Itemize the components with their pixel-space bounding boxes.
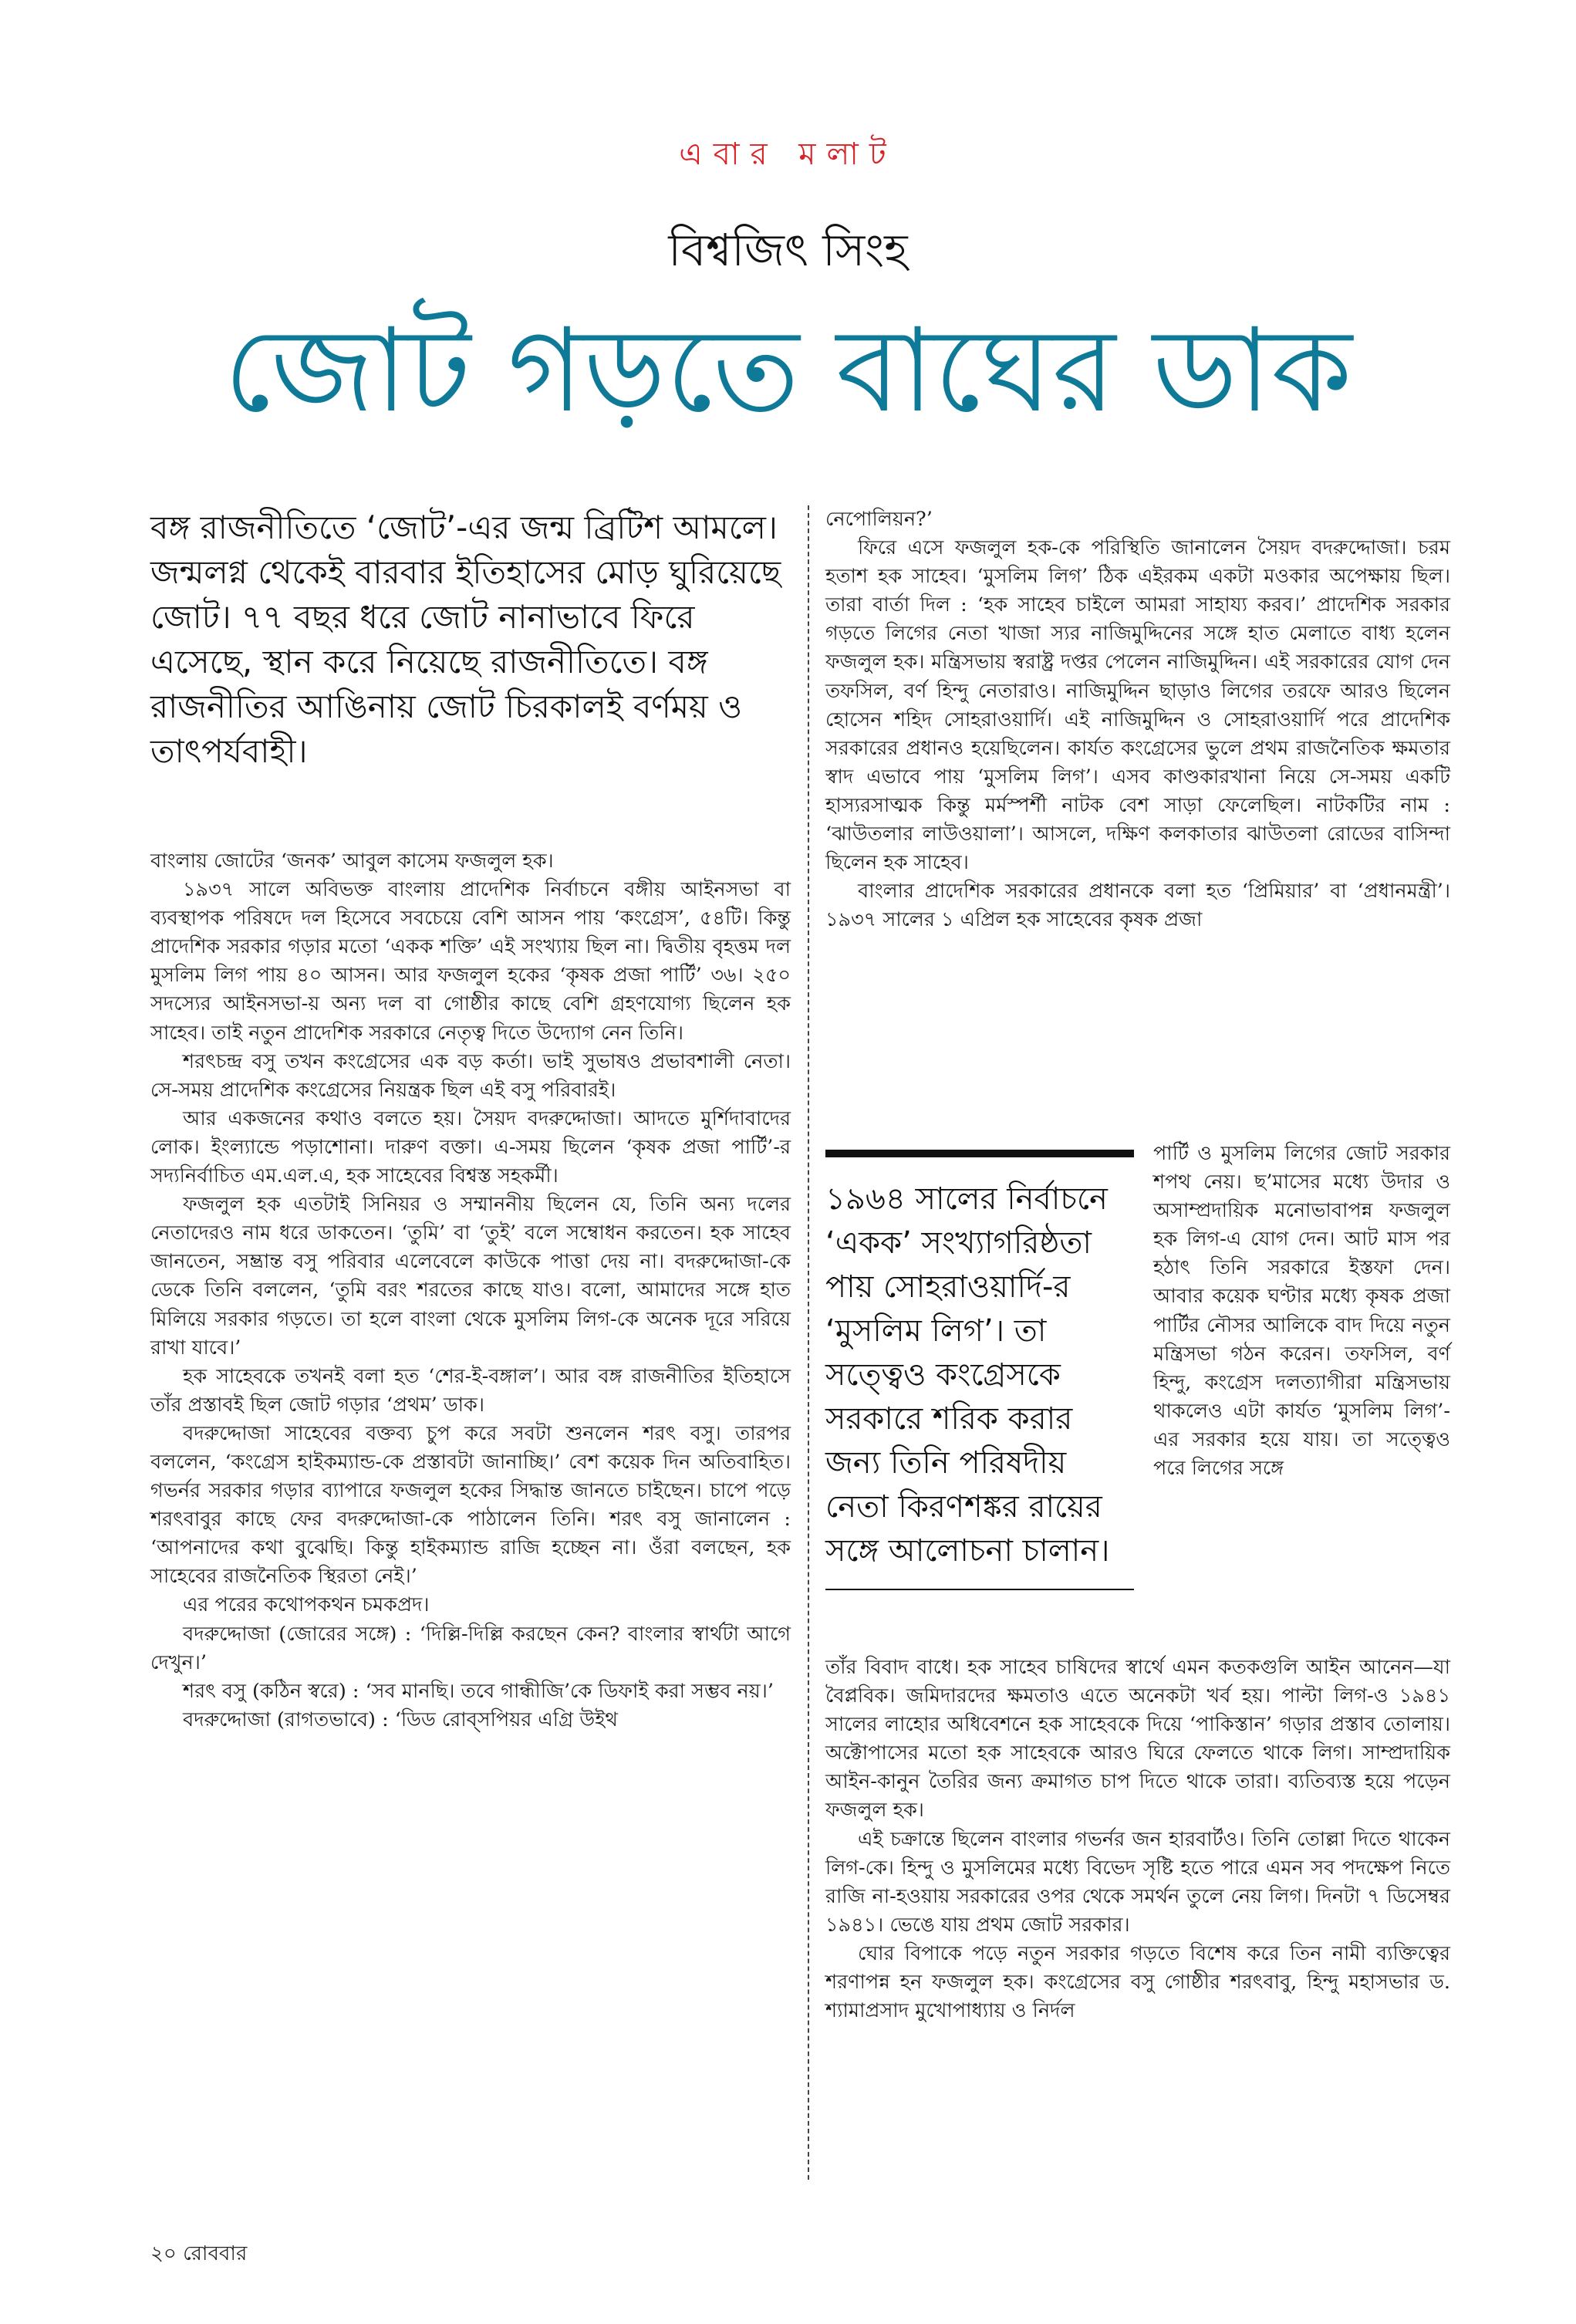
paragraph: তাঁর বিবাদ বাধে। হক সাহেব চাষিদের স্বার্থে এমন কতকগুলি আইন আনেন—যা বৈপ্লবিক। জমিদারদের ক্ষমতাও এতে অনেকটা খর্ব হয়। পাল্টা লিগ-ও ১৯৪১ সালের লাহোর অধিবেশনে হক সাহেবকে দিয়ে ‘পাকিস্তান’ গড়ার প্রস্তাব তোলায়। অক্টোপাসের মতো হক সাহেবকে আরও ঘিরে ফেলতে থাকে লিগ। সাম্প্রদায়িক আইন-কানুন তৈরির জন্য ক্রমাগত চাপ দিতে থাকে তারা। ব্যতিব্যস্ত হয়ে পড়েন ফজলুল হক। [825,1656,1450,1822]
right-column-top [825,505,1450,934]
page-folio: ২০ রোববার [150,2242,248,2265]
paragraph: পার্টি ও মুসলিম লিগের জোট সরকার শপথ নেয়। ছ’মাসের মধ্যে উদার ও অসাম্প্রদায়িক মনোভাবাপন্ন ফজলুল হক লিগ-এ যোগ দেন। আট মাস পর হঠাৎ তিনি সরকারে ইস্তফা দেন। আবার কয়েক ঘণ্টার মধ্যে কৃষক প্রজা পার্টির নৌসর আলিকে বাদ দিয়ে নতুন মন্ত্রিসভা গঠন করেন। তফসিল, বর্ণ হিন্দু, কংগ্রেস দলত্যাগীরা মন্ত্রিসভায় থাকলেও এটা কার্যত ‘মুসলিম লিগ’-এর সরকার হয়ে যায়। তা সত্ত্বেও পরে লিগের সঙ্গে [1153,1142,1450,1481]
paragraph: নেপোলিয়ন?’ [825,508,933,531]
paragraph: বদরুদ্দোজা (জোরের সঙ্গে) : ‘দিল্লি-দিল্লি করছেন কেন? বাংলার স্বার্থটা আগে দেখুন।’ [150,1622,791,1674]
section-kicker: এবার মলাট [679,137,897,172]
paragraph: শরৎচন্দ্র বসু তখন কংগ্রেসের এক বড় কর্তা। ভাই সুভাষও প্রভাবশালী নেতা। সে-সময় প্রাদেশিক কংগ্রেসের নিয়ন্ত্রক ছিল এই বসু পরিবারই। [150,1049,791,1102]
pull-quote: ১৯৬৪ সালের নির্বাচনে ‘একক’ সংখ্যাগরিষ্ঠতা পায় সোহরাওয়ার্দি-র ‘মুসলিম লিগ’। তা সত্ত্বেও কংগ্রেসকে সরকারে শরিক করার জন্য তিনি পরিষদীয় নেতা কিরণশঙ্কর রায়ের সঙ্গে আলোচনা চালান। [825,1150,1134,1590]
paragraph: শরৎ বসু (কঠিন স্বরে) : ‘সব মানছি। তবে গান্ধীজি’কে ডিফাই করা সম্ভব নয়।’ [183,1679,774,1703]
paragraph: আর একজনের কথাও বলতে হয়। সৈয়দ বদরুদ্দোজা। আদতে মুর্শিদাবাদের লোক। ইংল্যান্ডে পড়াশোনা। দারুণ বক্তা। এ-সময় ছিলেন ‘কৃষক প্রজা পার্টি’-র সদ্যনির্বাচিত এম.এল.এ, হক সাহেবের বিশ্বস্ত সহকর্মী। [150,1106,791,1188]
paragraph: ফিরে এসে ফজলুল হক-কে পরিস্থিতি জানালেন সৈয়দ বদরুদ্দোজা। চরম হতাশ হক সাহেব। ‘মুসলিম লিগ’ ঠিক এইরকম একটা মওকার অপেক্ষায় ছিল। তারা বার্তা দিল : ‘হক সাহেব চাইলে আমরা সাহায্য করব।’ প্রাদেশিক সরকার গড়তে লিগের নেতা খাজা স্যর নাজিমুদ্দিনের সঙ্গে হাত মেলাতে বাধ্য হলেন ফজলুল হক। মন্ত্রিসভায় স্বরাষ্ট্র দপ্তর পেলেন নাজিমুদ্দিন। এই সরকারের যোগ দেন তফসিল, বর্ণ হিন্দু নেতারাও। নাজিমুদ্দিন ছাড়াও লিগের তরফে আরও ছিলেন হোসেন শহিদ সোহরাওয়ার্দি। এই নাজিমুদ্দিন ও সোহরাওয়ার্দি পরে প্রাদেশিক সরকারের প্রধানও হয়েছিলেন। কার্যত কংগ্রেসের ভুলে প্রথম রাজনৈতিক ক্ষমতার স্বাদ এভাবে পায় ‘মুসলিম লিগ’। এসব কাণ্ডকারখানা নিয়ে সে-সময় একটি হাস্যরসাত্মক কিন্তু মর্মস্পর্শী নাটক বেশ সাড়া ফেলেছিল। নাটকটির নাম : ‘ঝাউতলার লাউওয়ালা’। আসলে, দক্ষিণ কলকাতার ঝাউতলা রোডের বাসিন্দা ছিলেন হক সাহেব। [825,536,1450,875]
paragraph: ১৯৩৭ সালে অবিভক্ত বাংলায় প্রাদেশিক নির্বাচনে বঙ্গীয় আইনসভা বা ব্যবস্থাপক পরিষদে দল হিসেবে সবচেয়ে বেশি আসন পায় ‘কংগ্রেস’, ৫৪টি। কিন্তু প্রাদেশিক সরকার গড়ার মতো ‘একক শক্তি’ এই সংখ্যায় ছিল না। দ্বিতীয় বৃহত্তম দল মুসলিম লিগ পায় ৪০ আসন। আর ফজলুল হকের ‘কৃষক প্রজা পার্টি’ ৩৬। ২৫০ সদস্যের আইনসভা-য় অন্য দল বা গোষ্ঠীর কাছে বেশি গ্রহণযোগ্য ছিলেন হক সাহেব। তাই নতুন প্রাদেশিক সরকারে নেতৃত্ব দিতে উদ্যোগ নেন তিনি। [150,878,791,1045]
left-column [150,847,791,1735]
paragraph: বাংলার প্রাদেশিক সরকারের প্রধানকে বলা হত ‘প্রিমিয়ার’ বা ‘প্রধানমন্ত্রী’। ১৯৩৭ সালের ১ এপ্রিল হক সাহেবের কৃষক প্রজা [825,880,1450,932]
right-column-narrow [1153,1140,1450,1483]
column-divider [808,505,809,2180]
paragraph: বদরুদ্দোজা সাহেবের বক্তব্য চুপ করে সবটা শুনলেন শরৎ বসু। তারপর বললেন, ‘কংগ্রেস হাইকম্যান্ড-কে প্রস্তাবটা জানাচ্ছি।’ বেশ কয়েক দিন অতিবাহিত। গভর্নর সরকার গড়ার ব্যাপারে ফজলুল হকের সিদ্ধান্ত জানতে চাইছেন। চাপে পড়ে শরৎবাবুর কাছে ফের বদরুদ্দোজা-কে পাঠালেন তিনি। শরৎ বসু জানালেন : ‘আপনাদের কথা বুঝেছি। কিন্তু হাইকম্যান্ড রাজি হচ্ছেন না। ওঁরা বলছেন, হক সাহেবের রাজনৈতিক স্থিরতা নেই।’ [150,1421,791,1589]
article-title: জোট গড়তে বাঘের ডাক [224,304,1352,438]
paragraph: বদরুদ্দোজা (রাগতভাবে) : ‘ডিড রোব্‌সপিয়র এগ্রি উইথ [183,1708,618,1731]
author-byline: বিশ্বজিৎ সিংহ [668,224,908,276]
paragraph: ফজলুল হক এতটাই সিনিয়র ও সম্মাননীয় ছিলেন যে, তিনি অন্য দলের নেতাদেরও নাম ধরে ডাকতেন। ‘তুমি’ বা ‘তুই’ বলে সম্বোধন করতেন। হক সাহেব জানতেন, সম্ভ্রান্ত বসু পরিবার এলেবেলে কাউকে পাত্তা দেয় না। বদরুদ্দোজা-কে ডেকে তিনি বললেন, ‘তুমি বরং শরতের কাছে যাও। বলো, আমাদের সঙ্গে হাত মিলিয়ে সরকার গড়তে। তা হলে বাংলা থেকে মুসলিম লিগ-কে অনেক দূরে সরিয়ে রাখা যাবে।’ [150,1193,791,1360]
lead-paragraph: বঙ্গ রাজনীতিতে ‘জোট’-এর জন্ম ব্রিটিশ আমলে। জন্মলগ্ন থেকেই বারবার ইতিহাসের মোড় ঘুরিয়েছে জোট। ৭৭ বছর ধরে জোট নানাভাবে ফিরে এসেছে, স্থান করে নিয়েছে রাজনীতিতে। বঙ্গ রাজনীতির আঙিনায় জোট চিরকালই বর্ণময় ও তাৎপর্যবাহী। [150,508,781,770]
paragraph: এই চক্রান্তে ছিলেন বাংলার গভর্নর জন হারবার্টও। তিনি তোল্লা দিতে থাকেন লিগ-কে। হিন্দু ও মুসলিমের মধ্যে বিভেদ সৃষ্টি হতে পারে এমন সব পদক্ষেপ নিতে রাজি না-হওয়ায় সরকারের ওপর থেকে সমর্থন তুলে নেয় লিগ। দিনটা ৭ ডিসেম্বর ১৯৪১। ভেঙে যায় প্রথম জোট সরকার। [825,1827,1450,1937]
paragraph: এর পরের কথোপকথন চমকপ্রদ। [183,1593,430,1617]
paragraph: ঘোর বিপাকে পড়ে নতুন সরকার গড়তে বিশেষ করে তিন নামী ব্যক্তিত্বের শরণাপন্ন হন ফজলুল হক। কংগ্রেসের বসু গোষ্ঠীর শরৎবাবু, হিন্দু মহাসভার ড. শ্যামাপ্রসাদ মুখোপাধ্যায় ও নির্দল [825,1941,1450,2023]
paragraph: বাংলায় জোটের ‘জনক’ আবুল কাসেম ফজলুল হক। [150,850,554,873]
right-column-bottom [825,1653,1450,2025]
paragraph: হক সাহেবকে তখনই বলা হত ‘শের-ই-বঙ্গাল’। আর বঙ্গ রাজনীতির ইতিহাসে তাঁর প্রস্তাবই ছিল জোট গড়ার ‘প্রথম’ ডাক। [150,1364,791,1417]
